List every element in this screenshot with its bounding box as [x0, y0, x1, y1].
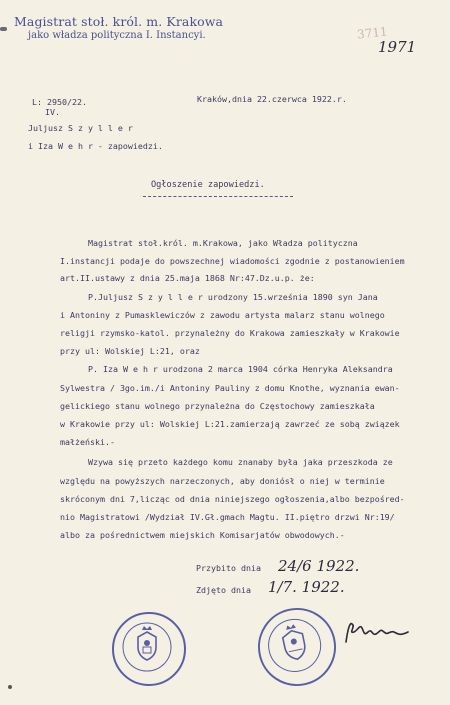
subject-line-2: i Iza W e h r - zapowiedzi.	[28, 141, 163, 151]
posted-label: Przybito dnia	[196, 563, 261, 573]
official-signature	[342, 618, 412, 652]
body-line: przy ul: Wolskiej L:21, oraz	[60, 346, 200, 356]
document-number: 1971	[378, 38, 417, 56]
notice-title: Ogłoszenie zapowiedzi.	[151, 180, 265, 190]
body-line: Wzywa się przeto każdego komu znanaby była jaka przeszkoda ze	[88, 457, 393, 467]
reference-number: L: 2950/22.	[32, 97, 87, 107]
body-line: Sylwestra / 3go.im./i Antoniny Pauliny z domu Knothe, wyznania ewan-	[60, 383, 400, 393]
body-line: gelickiego stanu wolnego przynależna do Częstochowy zamieszkała	[60, 401, 375, 411]
body-line: I.instancji podaje do powszechnej wiadomości zgodnie z postanowieniem	[60, 256, 405, 266]
round-seal-left	[112, 612, 186, 686]
body-line: religji rzymsko-katol. przynależny do Krakowa zamieszkały w Krakowie	[60, 328, 400, 338]
body-line: nio Magistratowi /Wydział IV.Gł.gmach Magtu. II.piętro drzwi Nr:19/	[60, 512, 395, 522]
seal-left-art	[112, 612, 182, 682]
body-line: Magistrat stoł.król. m.Krakowa, jako Władza polityczna	[88, 238, 358, 248]
removed-date-handwritten: 1/7. 1922.	[268, 578, 345, 596]
letterhead-line-1: Magistrat stoł. król. m. Krakowa	[14, 14, 224, 29]
body-line: albo za pośrednictwem miejskich Komisarjatów obwodowych.-	[60, 530, 345, 540]
round-seal-right	[251, 601, 344, 694]
paper-clip-mark	[0, 27, 7, 31]
body-line: względu na powyższych narzeczonych, aby doniósł o niej w terminie	[60, 476, 385, 486]
title-underline	[143, 196, 293, 197]
body-line: i Antoniny z Pumasklewiczów z zawodu artysta malarz stanu wolnego	[60, 310, 385, 320]
pencil-number: 3711	[356, 24, 389, 42]
letterhead-stamp	[14, 14, 223, 41]
letterhead-line-2: jako władza polityczna I. Instancyi.	[28, 30, 206, 41]
body-line: w Krakowie przy ul: Wolskiej L:21.zamierzają zawrzeć ze sobą związek	[60, 419, 400, 429]
seal-right-art	[251, 602, 339, 690]
posted-date-handwritten: 24/6 1922.	[278, 557, 360, 575]
punch-hole-mark	[8, 685, 12, 689]
body-line: art.II.ustawy z dnia 25.maja 1868 Nr:47.Dz.u.p. że:	[60, 273, 315, 283]
reference-division: IV.	[45, 107, 60, 117]
body-line: małżeński.-	[60, 437, 115, 447]
signature-art	[342, 618, 412, 648]
body-line: P.Juljusz S z y l l e r urodzony 15.września 1890 syn Jana	[88, 292, 378, 302]
body-line: skróconym dni 7,licząc od dnia niniejszego ogłoszenia,albo bezpośred-	[60, 494, 405, 504]
removed-label: Zdjęto dnia	[196, 585, 251, 595]
place-date: Kraków,dnia 22.czerwca 1922.r.	[197, 94, 347, 104]
subject-line-1: Juljusz S z y l l e r	[28, 123, 133, 133]
body-line: P. Iza W e h r urodzona 2 marca 1904 córka Henryka Aleksandra	[88, 364, 393, 374]
